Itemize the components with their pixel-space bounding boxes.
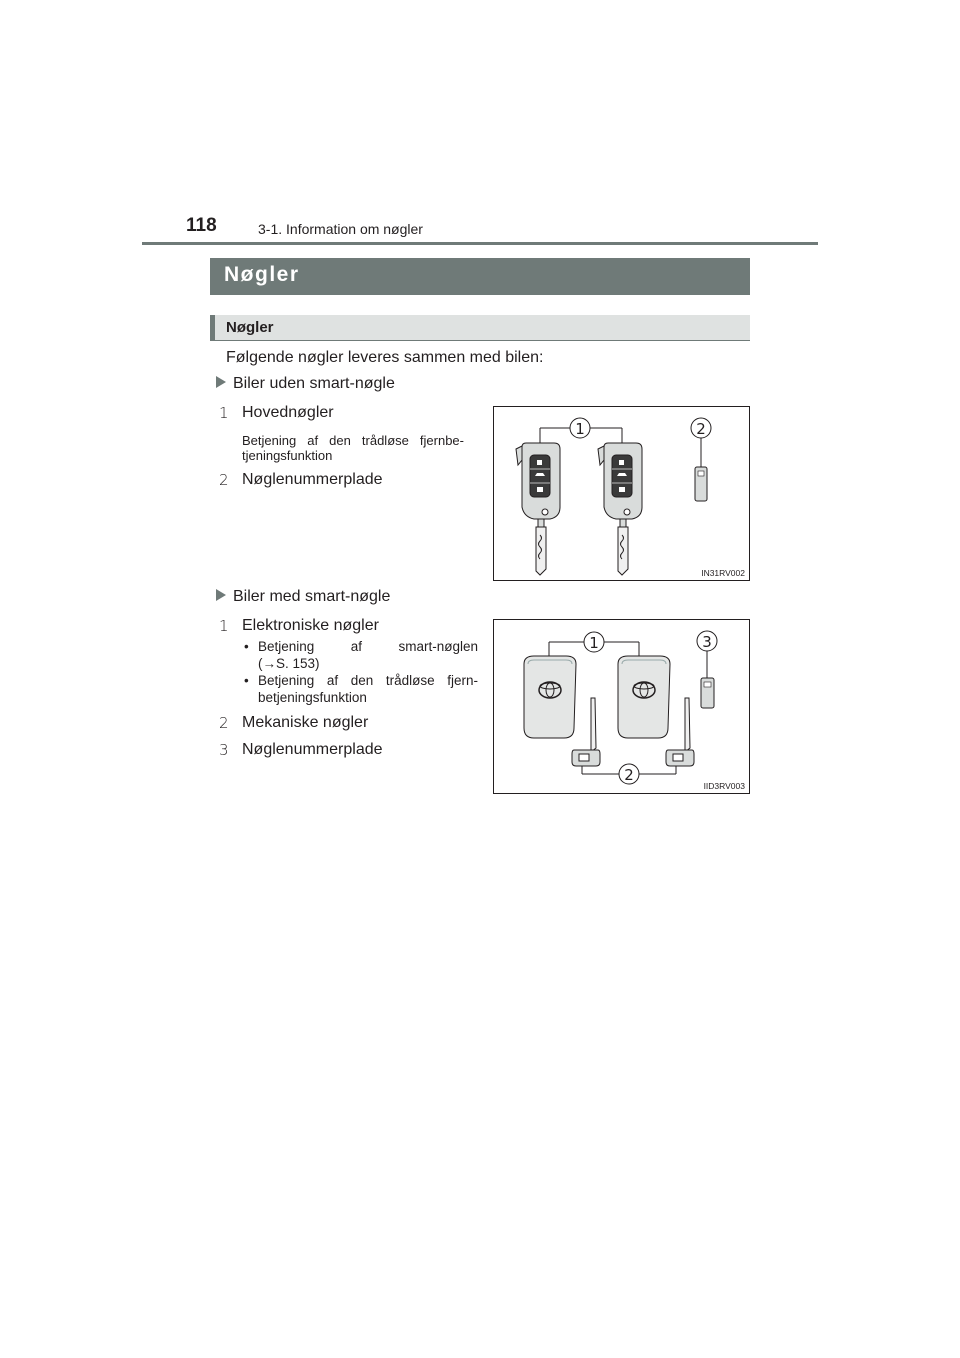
case2-heading-text: Biler med smart-nøgle: [233, 588, 391, 605]
subheading: [210, 315, 750, 341]
case1-heading: [216, 375, 395, 393]
case1-item-1: [219, 404, 334, 422]
callout-label: 1: [589, 634, 599, 652]
note-line: Betjening af den trådløse fjernbe-: [242, 433, 464, 448]
intro-text: Følgende nøgler leveres sammen med bilen:: [226, 349, 544, 366]
case2-item-1-label: Elektroniske nøgler: [242, 617, 379, 634]
bullet-item: • Betjening af smart-nøglen (→S. 153): [244, 639, 478, 671]
figure-code: IN31RV002: [701, 568, 745, 578]
callout-number: 2: [219, 471, 229, 489]
smart-key-illustration: [494, 620, 749, 793]
bullet-line-2: betjeningsfunktion: [258, 690, 367, 705]
page-number: 118: [186, 215, 217, 236]
mechanical-key-icon: [572, 698, 600, 766]
page-title: Nøgler: [210, 258, 750, 295]
key-illustration: [494, 407, 749, 580]
case2-item-1-bullets: [244, 638, 478, 706]
case2-item-3-label: Nøglenummerplade: [242, 741, 383, 758]
case2-item-1: [219, 617, 379, 635]
bullet-line-1: Betjening af smart-nøglen: [258, 639, 478, 654]
key-number-plate-icon: [695, 467, 707, 501]
callout-label: 1: [575, 420, 585, 438]
subheading-text: Nøgler: [226, 319, 274, 336]
case1-item-2-label: Nøglenummerplade: [242, 471, 383, 488]
triangle-bullet-icon: [216, 589, 226, 601]
callout-number: 1: [219, 617, 229, 635]
bullet-line-1: Betjening af den trådløse fjern-: [258, 673, 478, 688]
case2-item-2-label: Mekaniske nøgler: [242, 714, 369, 731]
case1-item-1-label: Hovednøgler: [242, 404, 334, 421]
figure-keys-without-smart-key: [493, 406, 750, 581]
smart-key-icon: [618, 656, 670, 738]
section-reference: 3-1. Information om nøgler: [258, 221, 423, 237]
case2-item-2: [219, 714, 369, 732]
callout-label: 2: [696, 420, 706, 438]
callout-number: 1: [219, 404, 229, 422]
callout-label: 2: [624, 766, 634, 784]
case1-item-2: [219, 471, 383, 489]
case2-heading: [216, 588, 390, 606]
subheading-accent: [210, 315, 215, 341]
bullet-line-2: (→S. 153): [258, 656, 320, 671]
key-number-plate-icon: [701, 678, 714, 708]
mechanical-key-icon: [666, 698, 694, 766]
main-key-icon: [598, 443, 642, 575]
callout-label: 3: [702, 633, 712, 651]
case2-item-3: [219, 741, 383, 759]
figure-keys-with-smart-key: [493, 619, 750, 794]
case1-heading-text: Biler uden smart-nøgle: [233, 375, 395, 392]
callout-number: 3: [219, 741, 229, 759]
bullet-item: • Betjening af den trådløse fjern- betjeningsfunktion: [244, 673, 478, 705]
figure-code: IID3RV003: [703, 781, 745, 791]
case1-item-1-note: [242, 433, 464, 463]
note-line: tjeningsfunktion: [242, 448, 333, 463]
header-rule: [142, 242, 818, 245]
callout-number: 2: [219, 714, 229, 732]
triangle-bullet-icon: [216, 376, 226, 388]
main-key-icon: [516, 443, 560, 575]
smart-key-icon: [524, 656, 576, 738]
